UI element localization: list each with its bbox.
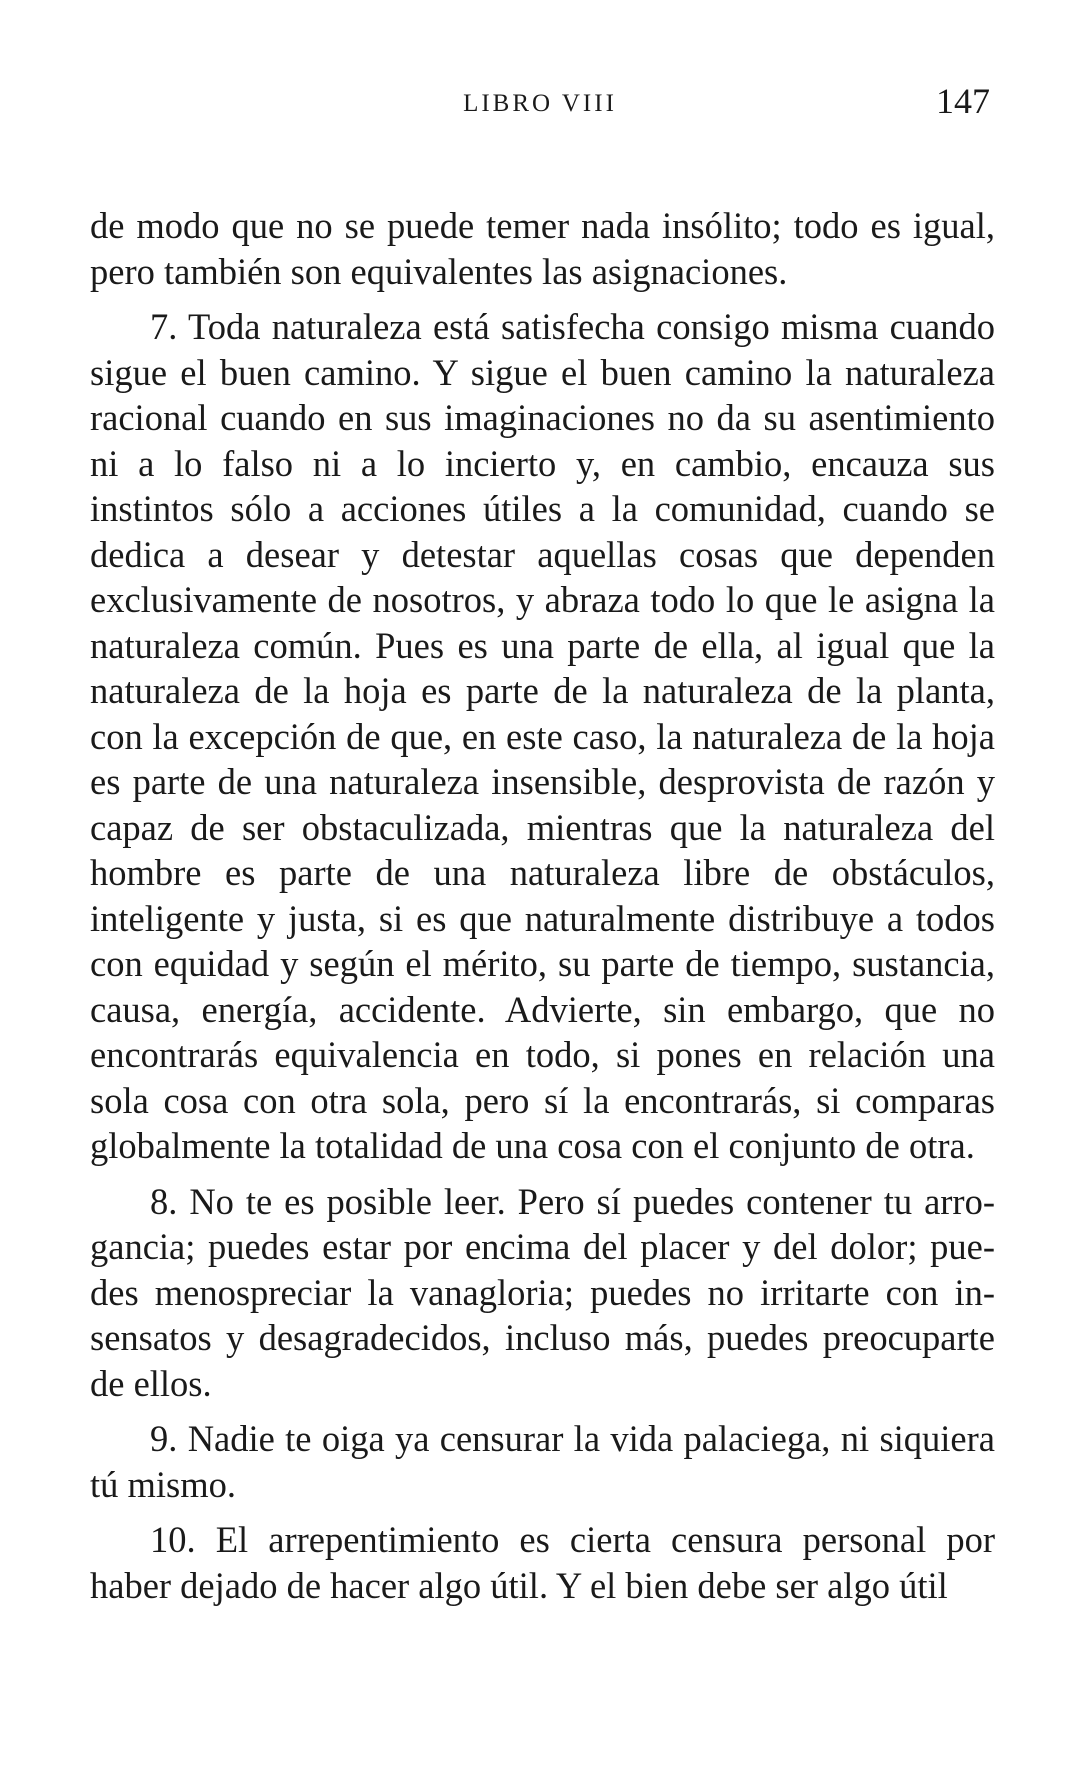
paragraph-10: 10. El arrepentimiento es cierta censura personal por haber dejado de hacer algo útil. Y el bien debe ser algo útil <box>90 1519 995 1606</box>
paragraph-8: 8. No te es posible leer. Pero sí puedes contener tu arrogancia; puedes estar por encima del placer y del dolor; puedes menospreciar la vanagloria; puedes no irritarte con insensatos y desagradecidos, incluso más, puedes preocuparte de ellos. <box>90 1180 995 1404</box>
paragraph-continuation: de modo que no se puede temer nada insólito; todo es igual, pero también son equivalentes las asignaciones. <box>90 205 995 292</box>
paragraph-9: 9. Nadie te oiga ya censurar la vida palaciega, ni siquiera tú mismo. <box>90 1418 995 1505</box>
running-title: LIBRO VIII <box>463 90 617 117</box>
page-number: 147 <box>936 81 990 121</box>
paragraph-7: 7. Toda naturaleza está satisfecha consigo misma cuando sigue el buen camino. Y sigue el buen camino la naturaleza racional cuando en sus imaginaciones no da su asentimiento ni a lo falso ni a lo incierto y, en cambio, encauza sus instintos sólo a acciones útiles a la comunidad, cuando se dedica a desear y detestar aquellas cosas que dependen exclusivamente de nosotros, y abraza todo lo que le asigna la naturaleza común. Pues es una parte de ella, al igual que la naturaleza de la hoja es parte de la naturaleza de la planta, con la excepción de que, en este caso, la naturaleza de la hoja es parte de una naturaleza insensible, desprovista de razón y capaz de ser obstaculizada, mientras que la naturaleza del hombre es parte de una naturaleza libre de obstáculos, inteligente y justa, si es que naturalmente distribuye a todos con equidad y según el mérito, su parte de tiempo, sustancia, causa, energía, accidente. Advierte, sin embargo, que no encontrarás equivalencia en todo, si pones en relación una sola cosa con otra sola, pero sí la encontrarás, si comparas globalmente la totalidad de una cosa con el conjunto de otra. <box>90 306 995 1166</box>
body-text <box>90 203 995 1608</box>
running-head <box>90 80 990 130</box>
